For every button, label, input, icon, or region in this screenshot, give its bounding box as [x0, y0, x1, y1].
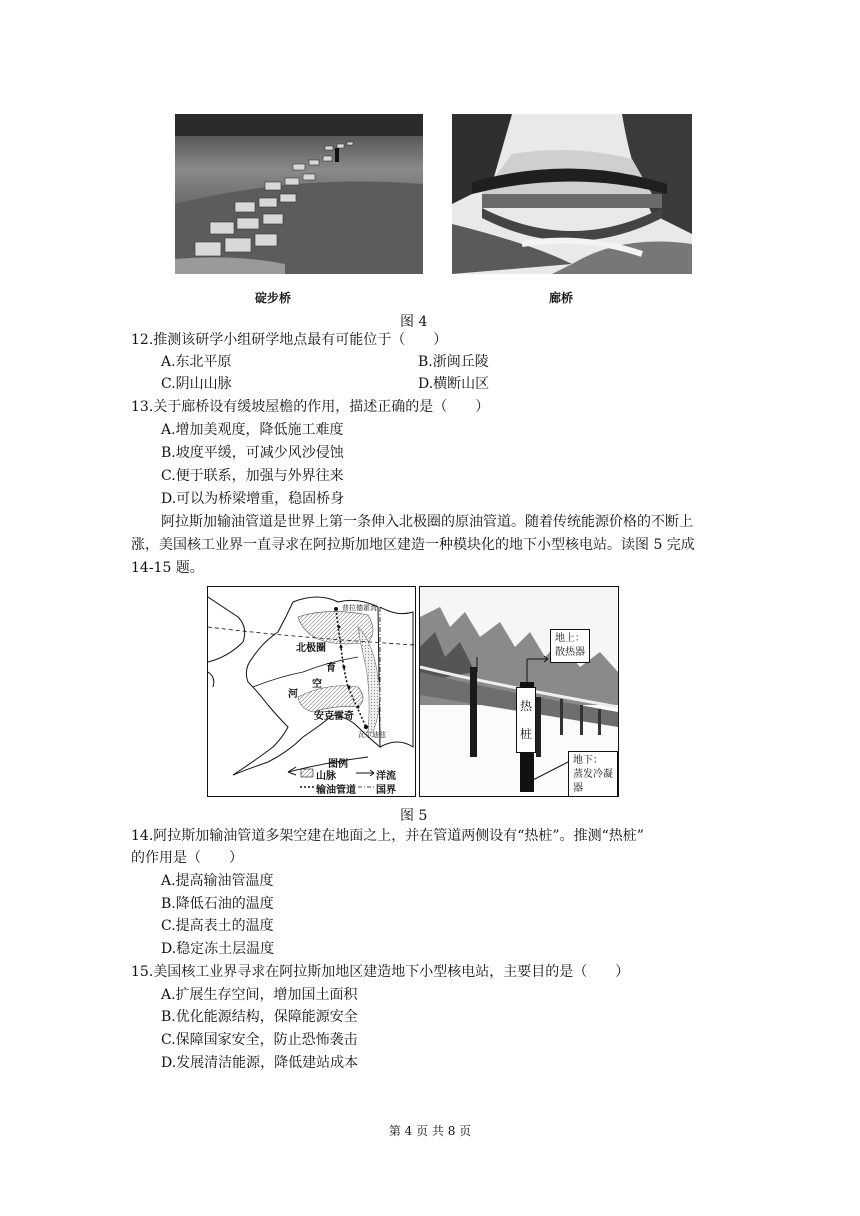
q14-option-b: B.降低石油的温度 [161, 896, 274, 912]
legend-title: 图例 [328, 759, 348, 770]
passage-line-2: 涨，美国核工业界一直寻求在阿拉斯加地区建造一种模块化的地下小型核电站。读图 5 完成 [131, 537, 695, 553]
question-15-stem: 15.美国核工业界寻求在阿拉斯加地区建造地下小型核电站，主要目的是（ ） [131, 964, 630, 980]
q15-option-d: D.发展清洁能源，降低建站成本 [161, 1055, 359, 1071]
q12-option-c: C.阴山山脉 [161, 376, 232, 392]
figure-4-label: 图 4 [400, 314, 428, 330]
arctic-circle-label: 北极圈 [296, 643, 326, 654]
q14-option-c: C.提高表土的温度 [161, 918, 274, 934]
q14-option-d: D.稳定冻土层温度 [161, 941, 275, 957]
q15-option-a: A.扩展生存空间，增加国土面积 [161, 987, 358, 1003]
question-13-stem: 13.关于廊桥设有缓坡屋檐的作用，描述正确的是（ ） [131, 399, 490, 415]
legend-border: 国界 [376, 785, 396, 796]
yukon-char-he: 河 [288, 689, 298, 700]
passage-line-3: 14-15 题。 [131, 560, 204, 576]
question-14-stem-1: 14.阿拉斯加输油管道多架空建在地面之上，并在管道两侧设有“热桩”。推测“热桩” [131, 828, 644, 844]
legend-pipeline: 输油管道 [316, 785, 356, 796]
valdez-label: 瓦尔迪兹 [358, 731, 386, 739]
yukon-char-kong: 空 [312, 679, 322, 690]
anchorage-label: 安克雷奇 [314, 711, 354, 722]
q14-option-a: A.提高输油管温度 [161, 873, 274, 889]
q13-option-a: A.增加美观度，降低施工难度 [161, 422, 344, 438]
below-ground-label [568, 751, 618, 797]
q13-option-c: C.便于联系，加强与外界往来 [161, 468, 344, 484]
question-14-stem-2: 的作用是（ ） [131, 850, 243, 866]
legend-current: 洋流 [376, 771, 396, 782]
pipeline-photo [419, 586, 619, 797]
left-photo-caption: 碇步桥 [255, 291, 292, 305]
q13-option-d: D.可以为桥梁增重，稳固桥身 [161, 491, 345, 507]
right-photo-caption: 廊桥 [549, 291, 574, 305]
yukon-char-yu: 育 [326, 663, 336, 674]
below-ground-line-2: 蒸发冷凝器 [573, 769, 613, 794]
figure-5-label: 图 5 [400, 808, 428, 824]
q12-option-a: A.东北平原 [161, 354, 232, 370]
alaska-map [207, 586, 416, 797]
above-ground-label [550, 629, 590, 663]
covered-bridge-photo [452, 114, 692, 274]
heat-pile-char-1: 热 [520, 699, 533, 713]
above-ground-line-1: 地上： [555, 633, 585, 644]
prudhoe-bay-label: 普拉德霍湾 [342, 604, 377, 612]
q15-option-c: C.保障国家安全，防止恐怖袭击 [161, 1032, 358, 1048]
above-ground-line-2: 散热器 [555, 647, 585, 658]
question-12-stem: 12.推测该研学小组研学地点最有可能位于（ ） [131, 332, 448, 348]
heat-pile-char-2: 桩 [520, 727, 533, 741]
passage-line-1: 阿拉斯加输油管道是世界上第一条伸入北极圈的原油管道。随着传统能源价格的不断上 [161, 514, 693, 530]
stepping-stone-bridge-photo [175, 114, 423, 274]
q12-option-d: D.横断山区 [418, 376, 490, 392]
page-number-footer: 第 4 页 共 8 页 [388, 1124, 472, 1138]
q12-option-b: B.浙闽丘陵 [418, 354, 489, 370]
q13-option-b: B.坡度平缓，可减少风沙侵蚀 [161, 445, 344, 461]
q15-option-b: B.优化能源结构，保障能源安全 [161, 1009, 358, 1025]
legend-mountain: 山脉 [316, 771, 336, 782]
below-ground-line-1: 地下： [573, 755, 603, 766]
heat-pile-label [516, 687, 536, 753]
